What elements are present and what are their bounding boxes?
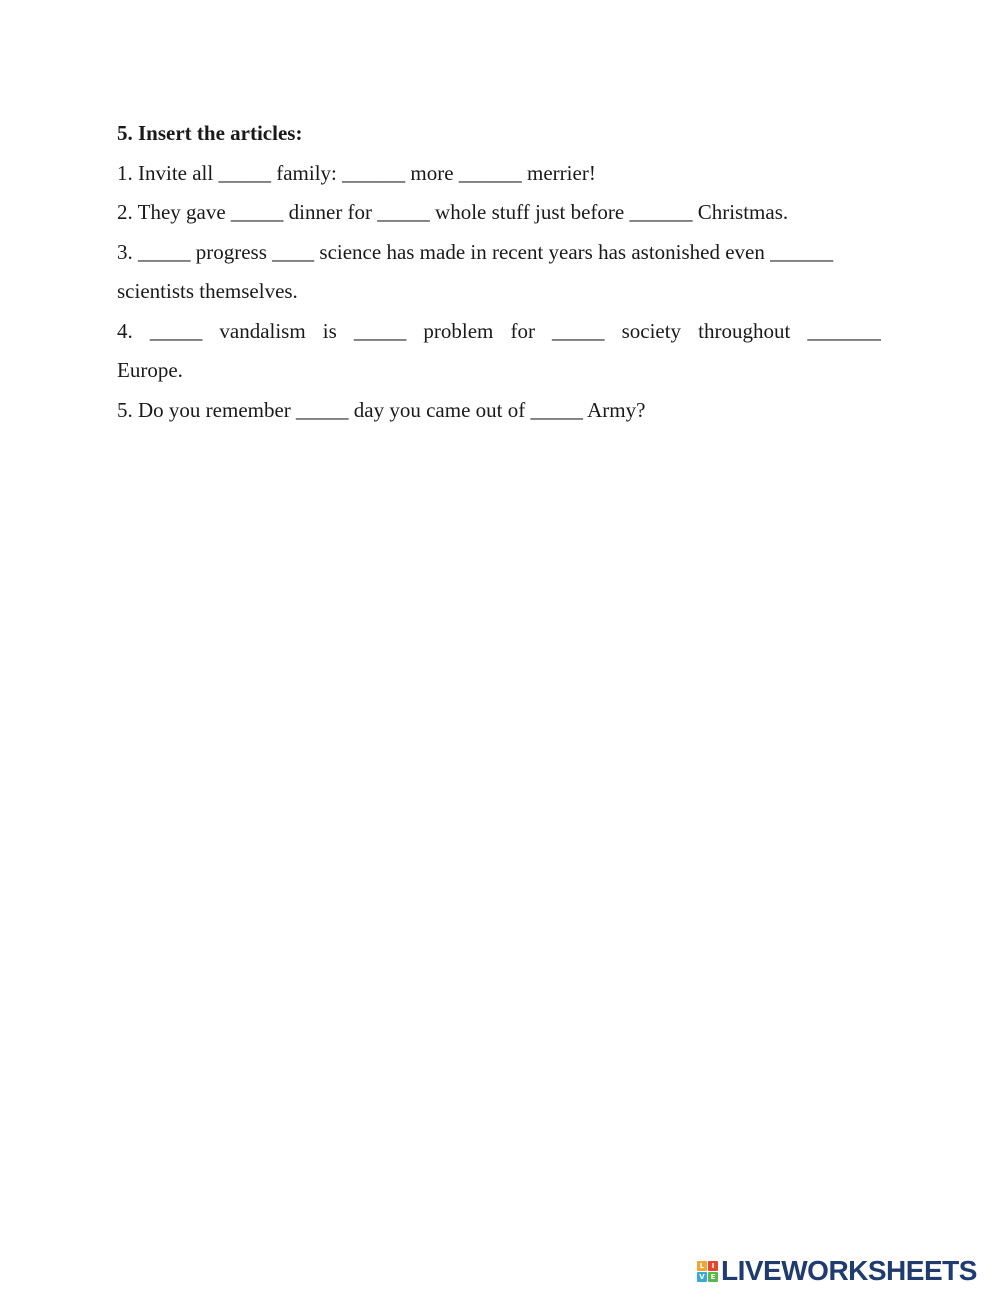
question-4-blank: _______: [807, 318, 881, 343]
logo-tile: I: [708, 1261, 718, 1271]
question-2: 2. They gave _____ dinner for _____ whole stuff just before ______ Christmas.: [117, 200, 789, 224]
logo-tile: L: [697, 1261, 707, 1271]
question-4-word: problem: [423, 318, 494, 343]
question-4-word: society: [621, 318, 682, 343]
logo-tiles-icon: [697, 1261, 718, 1282]
question-4-word: vandalism: [219, 318, 306, 343]
logo-tile: E: [708, 1272, 718, 1282]
question-4-blank: _____: [149, 318, 203, 343]
question-3-line-1: 3. _____ progress ____ science has made in recent years has astonished even ______: [117, 239, 834, 264]
worksheet: [117, 114, 881, 430]
question-4-word: is: [322, 318, 337, 343]
question-1: 1. Invite all _____ family: ______ more ______ merrier!: [117, 160, 596, 185]
question-4-word: for: [510, 318, 535, 343]
question-4-word: throughout: [698, 318, 791, 343]
question-5: 5. Do you remember _____ day you came out of _____ Army?: [117, 397, 646, 422]
question-4-word: 4.: [117, 318, 133, 343]
logo-tile: V: [697, 1272, 707, 1282]
liveworksheets-logo: [697, 1256, 977, 1286]
question-4-line-2: Europe.: [117, 358, 183, 382]
question-4-blank: _____: [353, 318, 407, 343]
exercise-heading: 5. Insert the articles:: [117, 121, 303, 145]
question-4-line-1: [117, 312, 881, 352]
question-3-line-2: scientists themselves.: [117, 279, 298, 303]
question-4-blank: _____: [552, 318, 605, 343]
logo-text: LIVEWORKSHEETS: [721, 1255, 977, 1286]
